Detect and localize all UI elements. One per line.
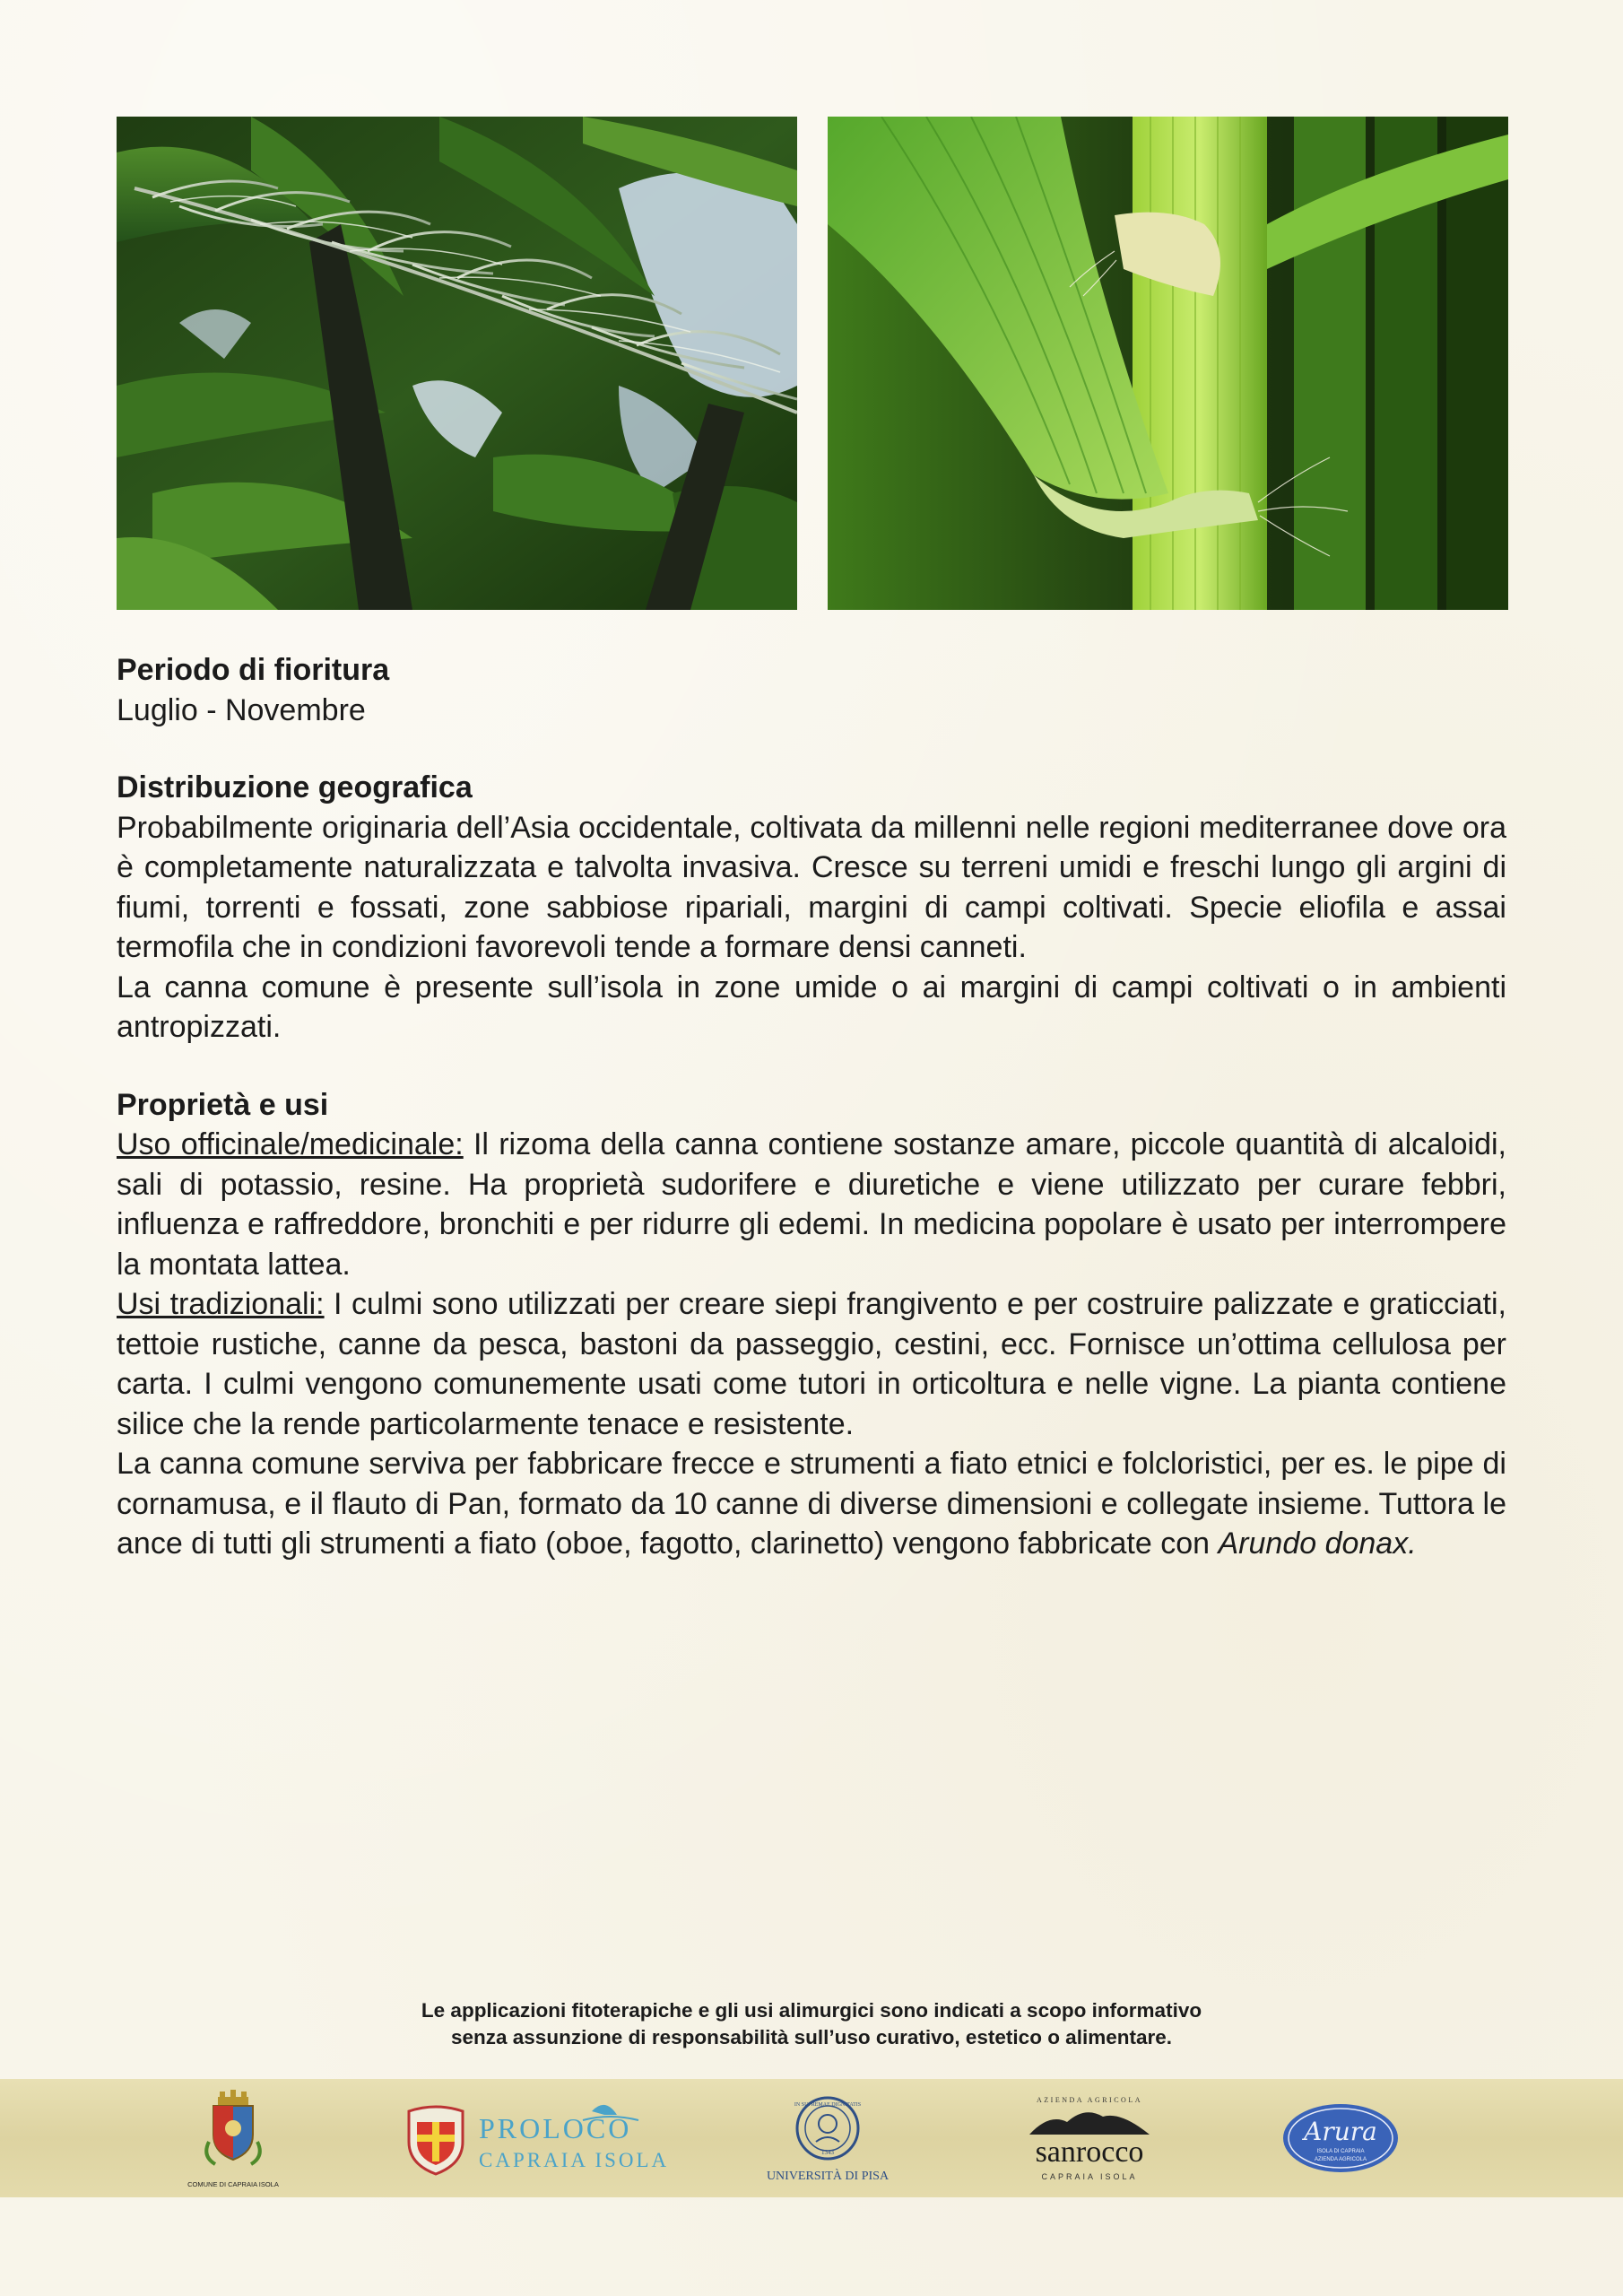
unipi-logo[interactable] (760, 2079, 895, 2197)
section-distribution (117, 768, 1506, 1048)
flowering-period: Luglio - Novembre (117, 692, 366, 727)
medicinal-paragraph (117, 1125, 1506, 1284)
disclaimer-line-1: Le applicazioni fitoterapiche e gli usi alimurgici sono indicati a scopo informativo (421, 1999, 1202, 2022)
sanrocco-island-icon (1004, 2079, 1175, 2197)
sanrocco-top-label: AZIENDA AGRICOLA (1037, 2096, 1142, 2104)
flowering-heading: Periodo di fioritura (117, 653, 390, 687)
instruments-paragraph (117, 1444, 1506, 1564)
comune-logo[interactable] (184, 2079, 282, 2197)
arura-subtitle-1: ISOLA DI CAPRAIA (1316, 2149, 1365, 2154)
section-flowering (117, 650, 1506, 730)
unipi-seal-text: IN SUPREMAE DIGNITATIS (794, 2102, 862, 2108)
arura-subtitle-2: AZIENDA AGRICOLA (1314, 2157, 1367, 2162)
photo-stem-sheath (828, 117, 1508, 610)
unipi-label: UNIVERSITÀ DI PISA (766, 2170, 890, 2183)
distribution-heading: Distribuzione geografica (117, 770, 473, 804)
sanrocco-logo[interactable] (1004, 2079, 1175, 2197)
proloco-name: PROLOCO (479, 2112, 632, 2144)
uses-heading: Proprietà e usi (117, 1087, 329, 1122)
proloco-crest-icon (404, 2079, 681, 2197)
medicinal-label: Uso officinale/medicinale: (117, 1127, 464, 1161)
stem-photo-graphic (828, 117, 1508, 610)
disclaimer-line-2: senza assunzione di responsabilità sull’uso curativo, estetico o alimentare. (451, 2026, 1172, 2048)
unipi-seal-icon (760, 2079, 895, 2197)
species-name: Arundo donax. (1218, 1526, 1417, 1561)
comune-label: COMUNE DI CAPRAIA ISOLA (187, 2180, 279, 2188)
main-content (117, 650, 1506, 1602)
medicinal-text: Il rizoma della canna contiene sostanze amare, piccole quantità di alcaloidi, sali di potassio, resine. Ha proprietà sudorifere e diuretiche e viene utilizzato per curare febbri, influenza e raffreddore, bronchiti e per ridurre gli edemi. In medicina popolare è usato per interrompere la montata lattea. (117, 1127, 1506, 1282)
disclaimer (0, 1997, 1623, 2051)
arura-badge-icon (1273, 2079, 1408, 2197)
arura-logo[interactable] (1273, 2079, 1408, 2197)
proloco-logo[interactable] (404, 2079, 681, 2197)
sanrocco-name: sanrocco (1035, 2135, 1144, 2169)
section-uses (117, 1085, 1506, 1564)
inflorescence-photo-graphic (117, 117, 797, 610)
photo-inflorescence (117, 117, 797, 610)
distribution-paragraph-2: La canna comune è presente sull’isola in zone umide o ai margini di campi coltivati o in ambienti antropizzati. (117, 970, 1506, 1044)
comune-crest-icon (184, 2079, 282, 2197)
traditional-label: Usi tradizionali: (117, 1287, 325, 1321)
proloco-subtitle: CAPRAIA ISOLA (479, 2149, 670, 2171)
unipi-seal-year: 1343 (821, 2149, 834, 2156)
arura-name: Arura (1304, 2117, 1377, 2146)
sanrocco-subtitle: CAPRAIA ISOLA (1041, 2172, 1138, 2181)
traditional-text: I culmi sono utilizzati per creare siepi frangivento e per costruire palizzate e graticciati, tettoie rustiche, canne da pesca, bastoni da passeggio, cestini, ecc. Fornisce un’ottima cellulosa per carta. I culmi vengono comunemente usati come tutori in orticoltura e nelle vigne. La pianta contiene silice che la rende particolarmente tenace e resistente. (117, 1287, 1507, 1441)
distribution-paragraph-1: Probabilmente originaria dell’Asia occidentale, coltivata da millenni nelle regioni mediterranee dove ora è completamente naturalizzata e talvolta invasiva. Cresce su terreni umidi e freschi lungo gli argini di fiumi, torrenti e fossati, zone sabbiose ripariali, margini di campi coltivati. Specie eliofila e assai termofila che in condizioni favorevoli tende a formare densi canneti. (117, 810, 1506, 964)
traditional-paragraph (117, 1284, 1506, 1444)
instruments-text: La canna comune serviva per fabbricare frecce e strumenti a fiato etnici e folcloristici, per es. le pipe di cornamusa, e il flauto di Pan, formato da 10 canne di diverse dimensioni e collegate insieme. Tuttora le ance di tutti gli strumenti a fiato (oboe, fagotto, clarinetto) vengono fabbricate con (117, 1447, 1506, 1561)
footer-logo-band (0, 2079, 1623, 2197)
